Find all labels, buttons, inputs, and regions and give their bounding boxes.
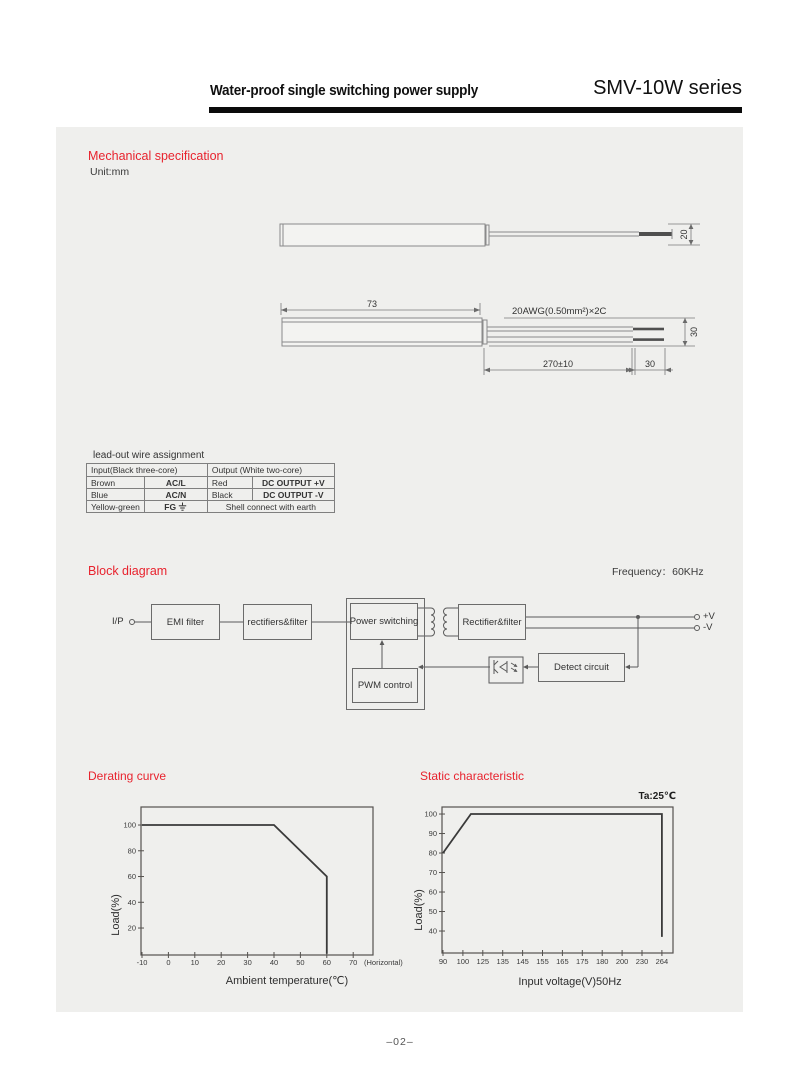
table-row: [87, 501, 335, 513]
doc-subtitle: Water-proof single switching power supply: [210, 82, 479, 99]
negative-terminal: [695, 626, 700, 631]
pwm-control-block: PWM control: [352, 668, 418, 703]
table-row: [87, 477, 335, 489]
svg-text:30: 30: [243, 958, 252, 967]
svg-text:50: 50: [428, 907, 437, 917]
negative-output-label: -V: [703, 622, 713, 633]
input-rectifier-block: rectifiers&filter: [243, 604, 312, 640]
wire-color: Yellow-green: [87, 501, 145, 513]
svg-text:70: 70: [428, 868, 437, 878]
svg-text:100: 100: [424, 809, 437, 819]
svg-text:145: 145: [516, 957, 529, 966]
derating-chart: [80, 785, 415, 1010]
svg-text:60: 60: [127, 872, 136, 882]
table-row: [87, 489, 335, 501]
power-switching-block: Power switching: [350, 603, 418, 640]
page-number: –02–: [386, 1036, 414, 1048]
svg-text:180: 180: [595, 957, 609, 966]
unit-label: Unit:mm: [90, 166, 130, 178]
body-length-dim: 73: [366, 299, 378, 309]
input-header: Input(Black three-core): [87, 464, 208, 477]
svg-text:230: 230: [635, 957, 649, 966]
block-diagram-heading: Block diagram: [88, 564, 168, 578]
tinned-end-dim: 30: [644, 359, 656, 369]
svg-text:40: 40: [269, 958, 279, 967]
frequency-label: Frequency：60KHz: [612, 566, 704, 578]
earth-ground-icon: [178, 502, 187, 511]
svg-text:20: 20: [217, 958, 226, 967]
side-height-dim: 20: [679, 229, 689, 240]
series-title: SMV-10W series: [593, 77, 742, 99]
wire-color: Blue: [87, 489, 145, 501]
svg-text:(Horizontal): (Horizontal): [364, 958, 403, 967]
svg-text:Load(%): Load(%): [413, 889, 425, 931]
svg-text:Ta:25℃: Ta:25℃: [638, 791, 676, 802]
svg-text:264: 264: [655, 957, 669, 966]
svg-text:Ambient temperature(℃): Ambient temperature(℃): [225, 975, 349, 987]
static-characteristic-chart: [410, 785, 745, 1010]
positive-terminal: [695, 615, 700, 620]
header-rule: [209, 107, 742, 113]
transformer-secondary-coil: [444, 608, 447, 636]
wire-signal: AC/N: [144, 489, 207, 501]
earth-note: Shell connect with earth: [207, 501, 334, 513]
svg-text:135: 135: [496, 957, 509, 966]
side-view-drawing: [258, 203, 718, 258]
positive-output-label: +V: [703, 611, 715, 622]
svg-text:100: 100: [456, 957, 470, 966]
out-signal: DC OUTPUT -V: [252, 489, 334, 501]
transformer-primary-coil: [431, 608, 435, 636]
cable-spec-label: 20AWG(0.50mm²)×2C: [512, 306, 607, 317]
emi-filter-block: EMI filter: [151, 604, 220, 640]
input-label: I/P: [112, 616, 124, 627]
svg-text:90: 90: [438, 957, 448, 966]
out-signal: DC OUTPUT +V: [252, 477, 334, 489]
svg-text:125: 125: [476, 957, 490, 966]
top-height-dim: 30: [689, 326, 699, 338]
wire-color: Brown: [87, 477, 145, 489]
svg-text:155: 155: [536, 957, 549, 966]
svg-text:165: 165: [556, 957, 569, 966]
out-wire-color: Red: [207, 477, 252, 489]
top-view-drawing: [258, 295, 718, 385]
output-rectifier-block: Rectifier&filter: [458, 604, 526, 640]
svg-text:10: 10: [190, 958, 199, 967]
svg-text:40: 40: [428, 926, 437, 936]
wire-signal: AC/L: [144, 477, 207, 489]
svg-text:200: 200: [615, 957, 629, 966]
svg-text:70: 70: [349, 958, 358, 967]
table-header-row: [87, 464, 335, 477]
out-wire-color: Black: [207, 489, 252, 501]
svg-text:80: 80: [127, 846, 136, 856]
svg-text:90: 90: [428, 829, 437, 839]
svg-text:Input voltage(V)50Hz: Input voltage(V)50Hz: [518, 976, 622, 988]
wire-signal: FG: [144, 501, 207, 513]
static-characteristic-heading: Static characteristic: [420, 769, 525, 783]
optocoupler-icon: [489, 657, 523, 683]
svg-text:80: 80: [428, 848, 437, 858]
svg-text:60: 60: [428, 887, 437, 897]
wire-assignment-section: [86, 450, 335, 513]
svg-text:Load(%): Load(%): [110, 894, 122, 936]
svg-text:50: 50: [296, 958, 305, 967]
svg-text:40: 40: [127, 897, 136, 907]
svg-text:-10: -10: [136, 958, 148, 967]
output-header: Output (White two-core): [207, 464, 334, 477]
wire-assignment-table: [86, 463, 335, 513]
derating-curve-heading: Derating curve: [88, 769, 167, 783]
mechanical-spec-heading: Mechanical specification: [88, 149, 224, 163]
cable-length-dim: 270±10: [543, 359, 573, 369]
detect-circuit-block: Detect circuit: [538, 653, 625, 682]
svg-text:20: 20: [127, 923, 136, 933]
svg-text:100: 100: [123, 820, 136, 830]
svg-text:175: 175: [576, 957, 589, 966]
wire-table-title: lead-out wire assignment: [93, 450, 205, 461]
svg-text:60: 60: [322, 958, 331, 967]
svg-text:0: 0: [166, 958, 171, 967]
